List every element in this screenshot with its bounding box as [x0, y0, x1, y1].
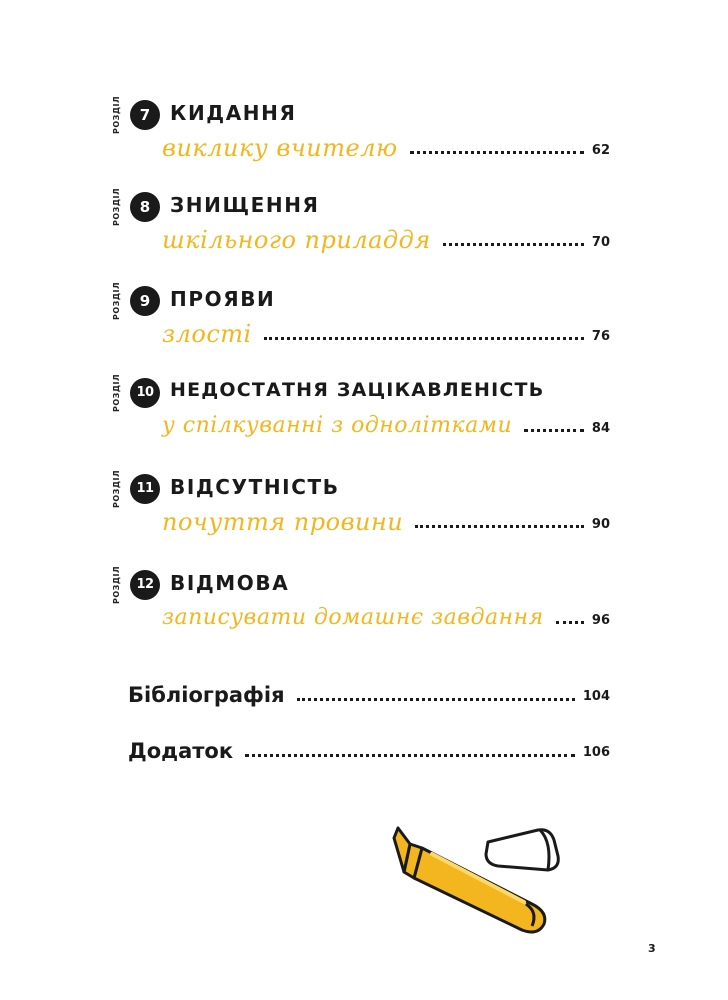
dot-leader [415, 525, 584, 528]
marker-cap [486, 830, 558, 870]
chapter-label: РОЗДІЛ [112, 95, 121, 134]
chapter-subtitle: шкільного приладдя [162, 226, 431, 254]
dot-leader [410, 151, 584, 154]
toc-entry-bibliography[interactable] [128, 678, 610, 708]
chapter-title: ЗНИЩЕННЯ [170, 193, 320, 217]
chapter-number-badge: 9 [130, 286, 160, 316]
page-number: 106 [582, 745, 610, 760]
dot-leader [556, 621, 584, 624]
chapter-title: КИДАННЯ [170, 101, 297, 125]
page-number: 76 [591, 329, 610, 344]
dot-leader [524, 429, 584, 432]
chapter-subtitle: почуття провини [162, 508, 404, 536]
appendix-label: Додаток [128, 739, 234, 763]
highlighter-marker-icon [392, 822, 572, 942]
chapter-number-badge: 12 [130, 570, 160, 600]
chapter-number-badge: 11 [130, 474, 160, 504]
chapter-title: НЕДОСТАТНЯ ЗАЦІКАВЛЕНІСТЬ [170, 379, 545, 401]
dot-leader [245, 754, 575, 757]
chapter-label: РОЗДІЛ [112, 565, 121, 604]
chapter-title: ВІДСУТНІСТЬ [170, 475, 340, 499]
chapter-label: РОЗДІЛ [112, 281, 121, 320]
page-number: 62 [591, 143, 610, 158]
chapter-label: РОЗДІЛ [112, 373, 121, 412]
page-folio: 3 [648, 942, 656, 955]
chapter-label: РОЗДІЛ [112, 469, 121, 508]
page-number: 96 [591, 613, 610, 628]
page-number: 90 [591, 517, 610, 532]
chapter-number-badge: 8 [130, 192, 160, 222]
chapter-subtitle: виклику вчителю [162, 134, 398, 162]
toc-entry-chapter-10[interactable] [110, 373, 610, 442]
chapter-number-badge: 10 [130, 378, 160, 408]
chapter-subtitle: записувати домашнє завдання [162, 605, 544, 630]
toc-entry-chapter-8[interactable] [110, 187, 610, 256]
dot-leader [264, 337, 584, 340]
page-number: 84 [591, 421, 610, 436]
page-number: 104 [582, 689, 610, 704]
toc-entry-chapter-9[interactable] [110, 281, 610, 350]
toc-entry-chapter-7[interactable] [110, 95, 610, 164]
dot-leader [443, 243, 584, 246]
chapter-title: ВІДМОВА [170, 571, 290, 595]
bibliography-label: Бібліографія [128, 683, 285, 707]
chapter-subtitle: у спілкуванні з однолітками [162, 413, 513, 438]
chapter-title: ПРОЯВИ [170, 287, 276, 311]
toc-entry-chapter-12[interactable] [110, 565, 610, 634]
page-number: 70 [591, 235, 610, 250]
dot-leader [297, 698, 575, 701]
chapter-label: РОЗДІЛ [112, 187, 121, 226]
toc-entry-chapter-11[interactable] [110, 469, 610, 538]
chapter-number-badge: 7 [130, 100, 160, 130]
toc-entry-appendix[interactable] [128, 734, 610, 764]
chapter-subtitle: злості [162, 320, 252, 348]
